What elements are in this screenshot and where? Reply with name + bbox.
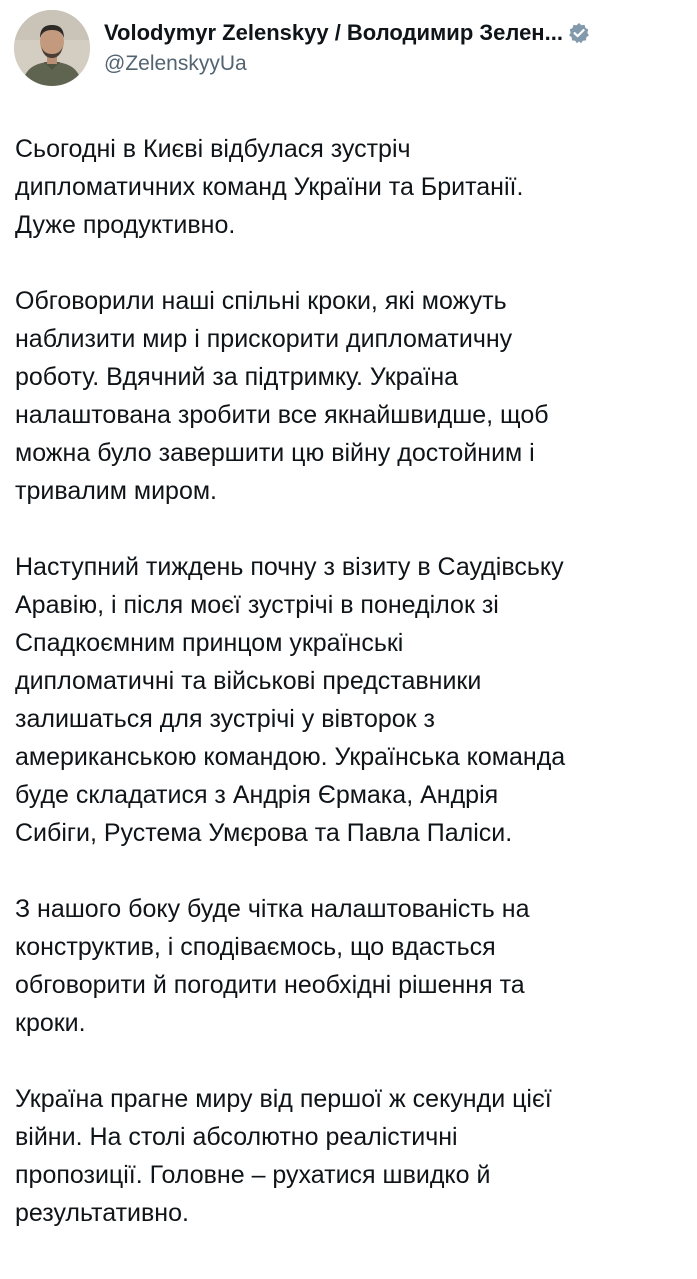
post-line: буде складатися з Андрія Єрмака, Андрія [15, 781, 499, 809]
author-handle[interactable]: @ZelenskyyUa [104, 51, 247, 75]
post-line: роботу. Вдячний за підтримку. Україна [15, 363, 459, 391]
post-line: Спадкоємним принцом українські [15, 629, 404, 657]
post-body [15, 130, 690, 1270]
author-info [104, 10, 679, 86]
post-paragraph [15, 130, 690, 244]
name-row [104, 19, 679, 47]
author-display-name[interactable]: Volodymyr Zelenskyy / Володимир Зелен... [104, 19, 563, 45]
post-line: американською командою. Українська команда [15, 743, 566, 771]
post-paragraph [15, 890, 690, 1042]
post-line: Наступний тиждень почну з візиту в Саудівську [15, 553, 564, 581]
post-line: дипломатичні та військові представники [15, 667, 482, 695]
post-line: кроки. [15, 1009, 86, 1037]
post-paragraph [15, 1080, 690, 1232]
post-line: налаштована зробити все якнайшвидше, щоб [15, 401, 549, 429]
post-line: можна було завершити цю війну достойним і [15, 439, 535, 467]
post-line: З нашого боку буде чітка налаштованість на [15, 895, 530, 923]
post-line: Сибіги, Рустема Умєрова та Павла Паліси. [15, 819, 513, 847]
post-line: війни. На столі абсолютно реалістичні [15, 1123, 458, 1151]
post-paragraph [15, 282, 690, 510]
post-line: дипломатичних команд України та Британії. [15, 173, 524, 201]
post-line: залишаться для зустрічі у вівторок з [15, 705, 436, 733]
post-line: тривалим миром. [15, 477, 218, 505]
verified-badge-icon [568, 22, 590, 44]
post-line: наблизити мир і прискорити дипломатичну [15, 325, 513, 353]
post-line: Обговорили наші спільні кроки, які можуть [15, 287, 507, 315]
avatar[interactable] [14, 10, 90, 86]
post-line: результативно. [15, 1199, 189, 1227]
post-line: конструктив, і сподіваємось, що вдасться [15, 933, 496, 961]
post-paragraph [15, 548, 690, 852]
avatar-photo [14, 10, 90, 86]
post-line: Аравію, і після моєї зустрічі в понеділок зі [15, 591, 499, 619]
post-line: обговорити й погодити необхідні рішення та [15, 971, 525, 999]
post-line: Сьогодні в Києві відбулася зустріч [15, 135, 411, 163]
post-line: Україна прагне миру від першої ж секунди цієї [15, 1085, 552, 1113]
post-header [14, 10, 679, 86]
post-line: пропозиції. Головне – рухатися швидко й [15, 1161, 491, 1189]
post-line: Дуже продуктивно. [15, 211, 236, 239]
